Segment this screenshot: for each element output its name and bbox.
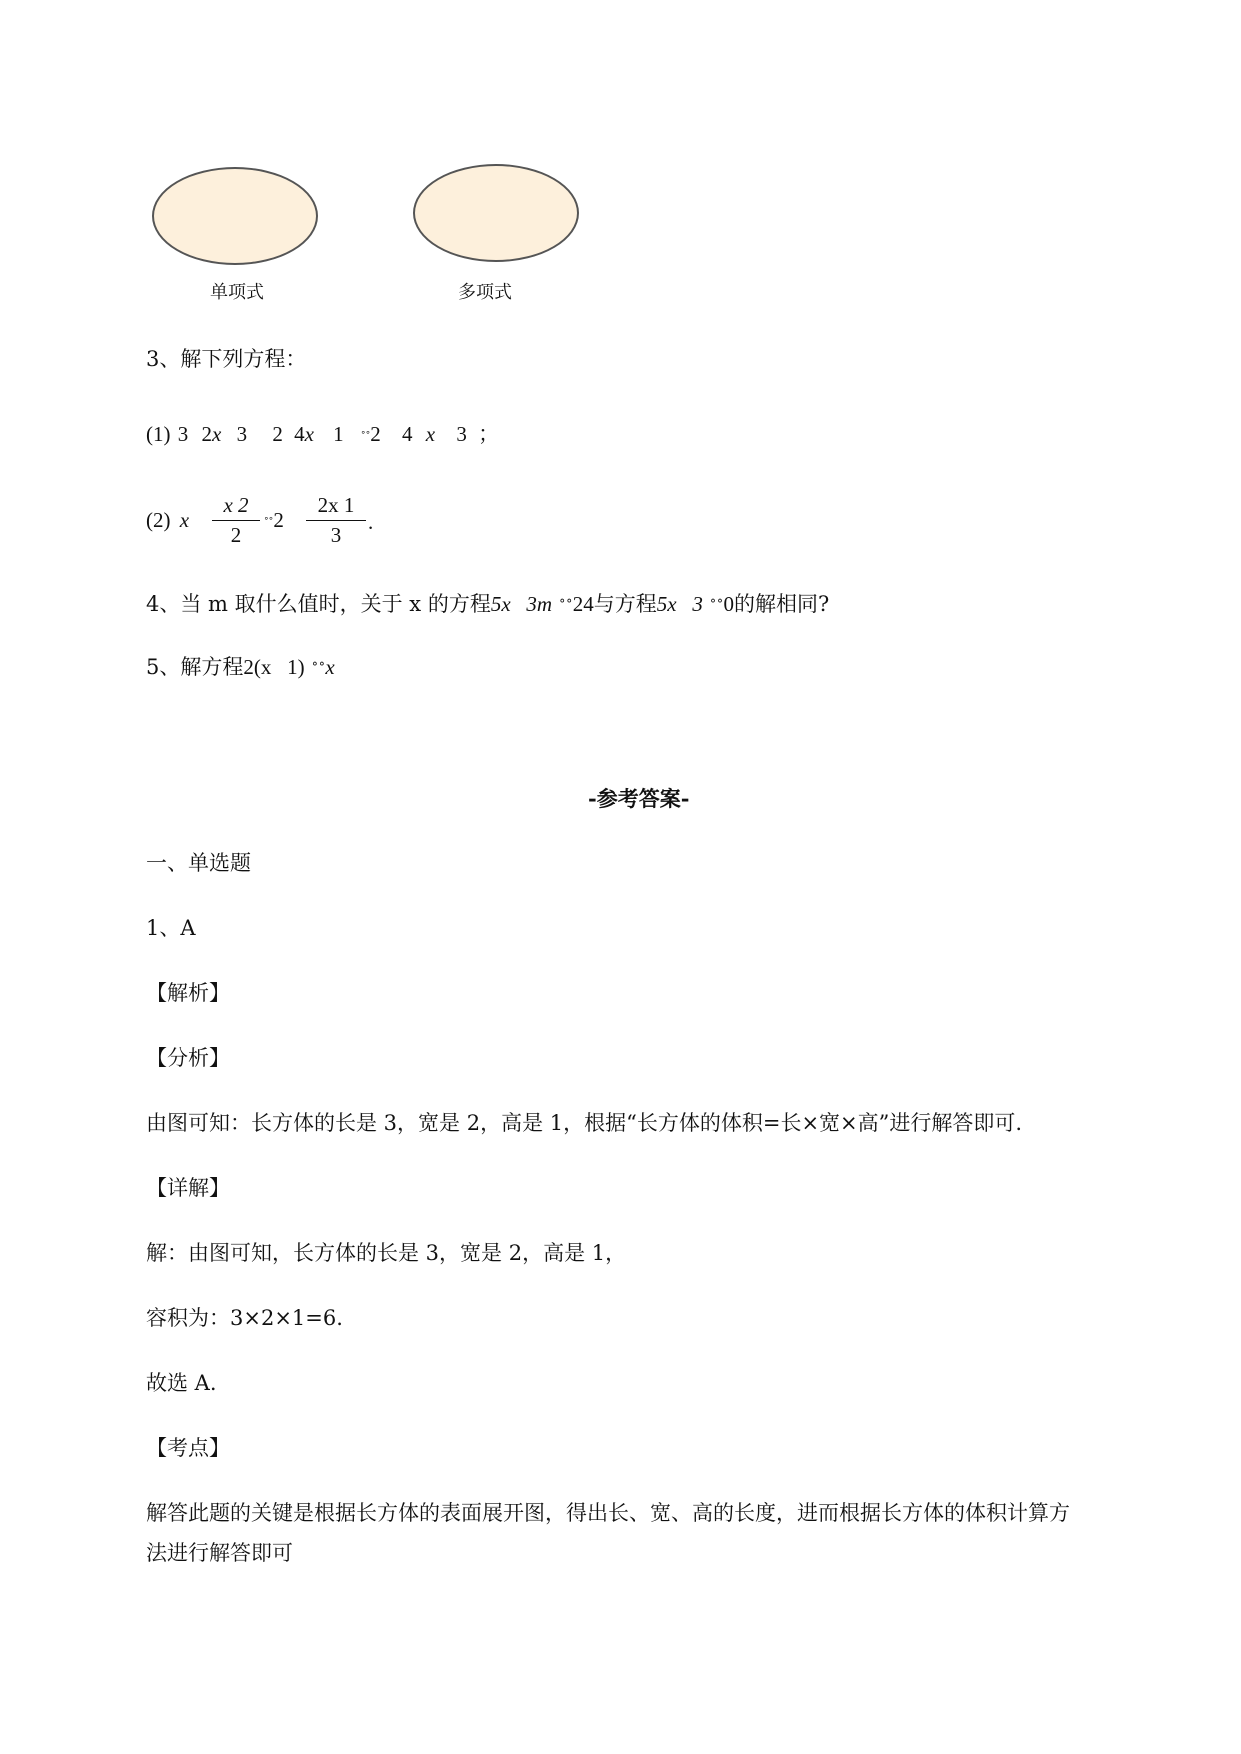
eq1-term: 3 [177,422,189,446]
eq2-frac2-den: 3 [330,523,342,547]
q3-eq1 [146,418,499,448]
fraction-bar [306,520,366,521]
eq2-fraction-2 [306,493,366,548]
eq1-prefix: (1) [146,422,171,446]
eq1-term: 2 [201,422,212,446]
eq1-term: 3 [236,422,248,446]
q4-eq-b: 5x 3 [656,592,703,616]
eq2-fraction-1 [212,493,260,548]
eq1-term: 3 [456,422,467,446]
eq2-mid [264,508,284,533]
fenxi-text: 由图可知：长方体的长是 3，宽是 2，高是 1，根据“长方体的体积=长×宽×高”进行解答即可. [146,1111,1023,1135]
q4-text-c: 的解相同? [734,592,830,616]
equals-glyph: ˚˚ [709,599,724,615]
eq1-term: 1 [333,422,344,446]
answers-heading: -参考答案- [588,786,690,811]
eq2-mid-value: 2 [273,508,284,532]
polynomial-ellipse [413,164,579,262]
polynomial-label: 多项式 [458,282,512,303]
tag-jiexi: 【解析】 [146,981,230,1005]
q4-eq-b-rhs: 0 [723,592,735,616]
eq2-prefix: (2) [146,508,171,532]
q5-text: 5、解方程 [146,655,244,679]
eq2-frac2-num: 2x 1 [317,493,355,517]
tag-kaodian: 【考点】 [146,1436,230,1460]
eq1-term: 4 [401,422,413,446]
eq1-end: ； [478,422,500,446]
eq2-end: . [368,510,374,534]
tag-fenxi: 【分析】 [146,1046,230,1070]
q4-eq-a-rhs: 24 [572,592,594,616]
eq1-var: x [304,422,314,446]
xiangjie-line-1: 解：由图可知，长方体的长是 3，宽是 2，高是 1， [146,1241,627,1265]
kaodian-line-2: 法进行解答即可 [146,1541,293,1565]
q4-text-a: 4、当 m 取什么值时，关于 x 的方程 [146,592,491,616]
answers-section: 一、单选题 [146,851,251,875]
q3-eq2-prefix [146,508,189,533]
q4-eq-a: 5x 3m [490,592,553,616]
eq1-term: 2 [272,422,283,446]
q5-eq-lhs: 2(x 1) [243,655,305,679]
q4-line [146,588,829,618]
eq1-term: 2 [370,422,381,446]
eq1-term: 4 [294,422,305,446]
eq1-var: x [212,422,222,446]
equals-glyph: ˚˚ [311,662,326,678]
eq2-frac1-den: 2 [230,523,242,547]
q5-eq-rhs: x [325,655,335,679]
tag-xiangjie: 【详解】 [146,1176,230,1200]
eq1-var: x [425,422,436,446]
eq2-var: x [179,508,190,532]
xiangjie-line-3: 故选 A. [146,1371,217,1395]
equals-glyph: ˚˚ [558,599,573,615]
kaodian-line-1: 解答此题的关键是根据长方体的表面展开图，得出长、宽、高的长度，进而根据长方体的体积计算方 [146,1501,1070,1525]
xiangjie-line-2: 容积为：3×2×1=6. [146,1306,343,1330]
q3-title: 3、解下列方程： [146,347,307,371]
equals-glyph: ˚˚ [360,430,371,445]
eq2-frac1-num: x 2 [223,493,249,517]
fraction-bar [212,520,260,521]
monomial-ellipse [152,167,318,265]
monomial-label: 单项式 [210,282,264,303]
equals-glyph: ˚˚ [264,516,274,531]
answer-item: 1、A [146,916,196,940]
q4-text-b: 与方程 [593,592,657,616]
q5-line [146,651,335,681]
